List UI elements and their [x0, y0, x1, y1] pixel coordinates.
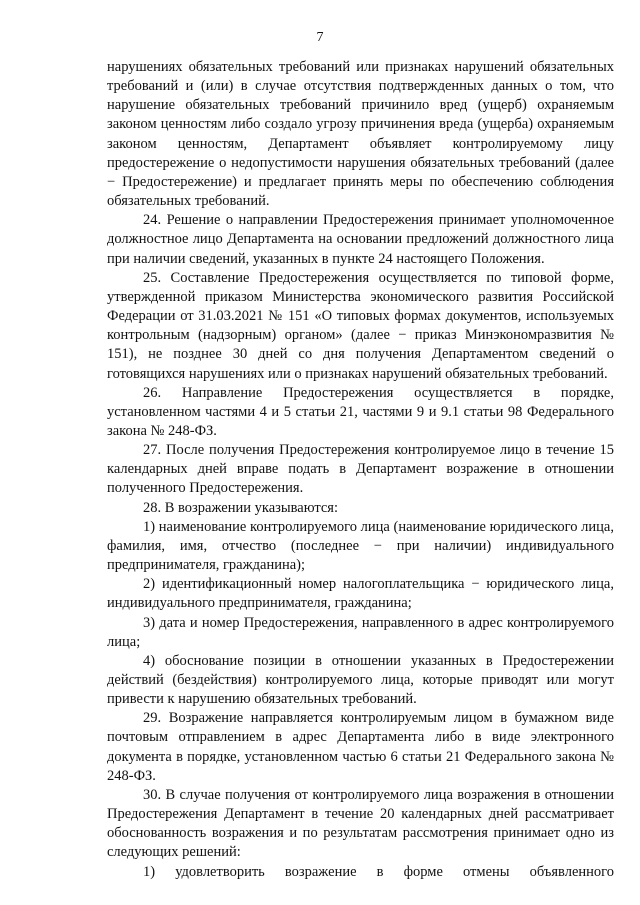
paragraph-27: 27. После получения Предостережения контролируемое лицо в течение 15 календарных дней вправе подать в Департамент возражение в отношении полученного Предостережения. [107, 442, 614, 497]
list-item-28-1: 1) наименование контролируемого лица (наименование юридического лица, фамилия, имя, отчество (последнее − при наличии) индивидуального предпринимателя, гражданина); [107, 518, 614, 574]
paragraph-26: 26. Направление Предостережения осуществляется в порядке, установленном частями 4 и 5 статьи 21, частями 9 и 9.1 статьи 98 Федерального закона № 248-ФЗ. [107, 384, 614, 439]
paragraph-24: 24. Решение о направлении Предостережения принимает уполномоченное должностное лицо Департамента на основании предложений должностного лица при наличии сведений, указанных в пункте 24 настоящего Положения. [107, 212, 614, 267]
list-item-28-3: 3) дата и номер Предостережения, направленного в адрес контролируемого лица; [107, 614, 614, 650]
list-item-30-1: 1) удовлетворить возражение в форме отмены объявленного [143, 863, 614, 880]
paragraph-25: 25. Составление Предостережения осуществляется по типовой форме, утвержденной приказом Министерства экономического развития Российской Федерации от 31.03.2021 № 151 «О типовых формах документов, используемых контрольным (надзорным) органом» (далее − приказ Минэкономразвития № 151), не позднее 30 дней со дня получения Департаментом сведений о готовящихся нарушениях или о признаках нарушений обязательных требований. [107, 269, 614, 382]
list-item-28-4: 4) обоснование позиции в отношении указанных в Предостережении действий (бездействия) контролируемого лица, которые приводят или могут привести к нарушению обязательных требований. [107, 652, 614, 708]
paragraph-29: 29. Возражение направляется контролируемым лицом в бумажном виде почтовым отправлением в адрес Департамента либо в виде электронного документа в порядке, установленном частью 6 статьи 21 Федерального закона № 248-ФЗ. [107, 710, 614, 784]
page-number: 7 [316, 30, 324, 45]
document-body [107, 58, 614, 882]
list-item-28-2: 2) идентификационный номер налогоплательщика − юридического лица, индивидуального предпринимателя, гражданина; [107, 576, 614, 612]
paragraph-continuation: нарушениях обязательных требований или признаках нарушений обязательных требований и (или) в случае отсутствия подтвержденных данных о том, что нарушение обязательных требований причинило вред (ущерб) охраняемым законом ценностям либо создало угрозу причинения вреда (ущерба) охраняемым законом ценностям, Департамент объявляет контролируемому лицу предостережение о недопустимости нарушения обязательных требований (далее − Предостережение) и предлагает принять меры по обеспечению соблюдения обязательных требований. [107, 59, 614, 210]
paragraph-30: 30. В случае получения от контролируемого лица возражения в отношении Предостережения Департамент в течение 20 календарных дней рассматривает обоснованность возражения и по результатам рассмотрения принимает одно из следующих решений: [107, 786, 614, 861]
paragraph-28: 28. В возражении указываются: [143, 499, 338, 516]
